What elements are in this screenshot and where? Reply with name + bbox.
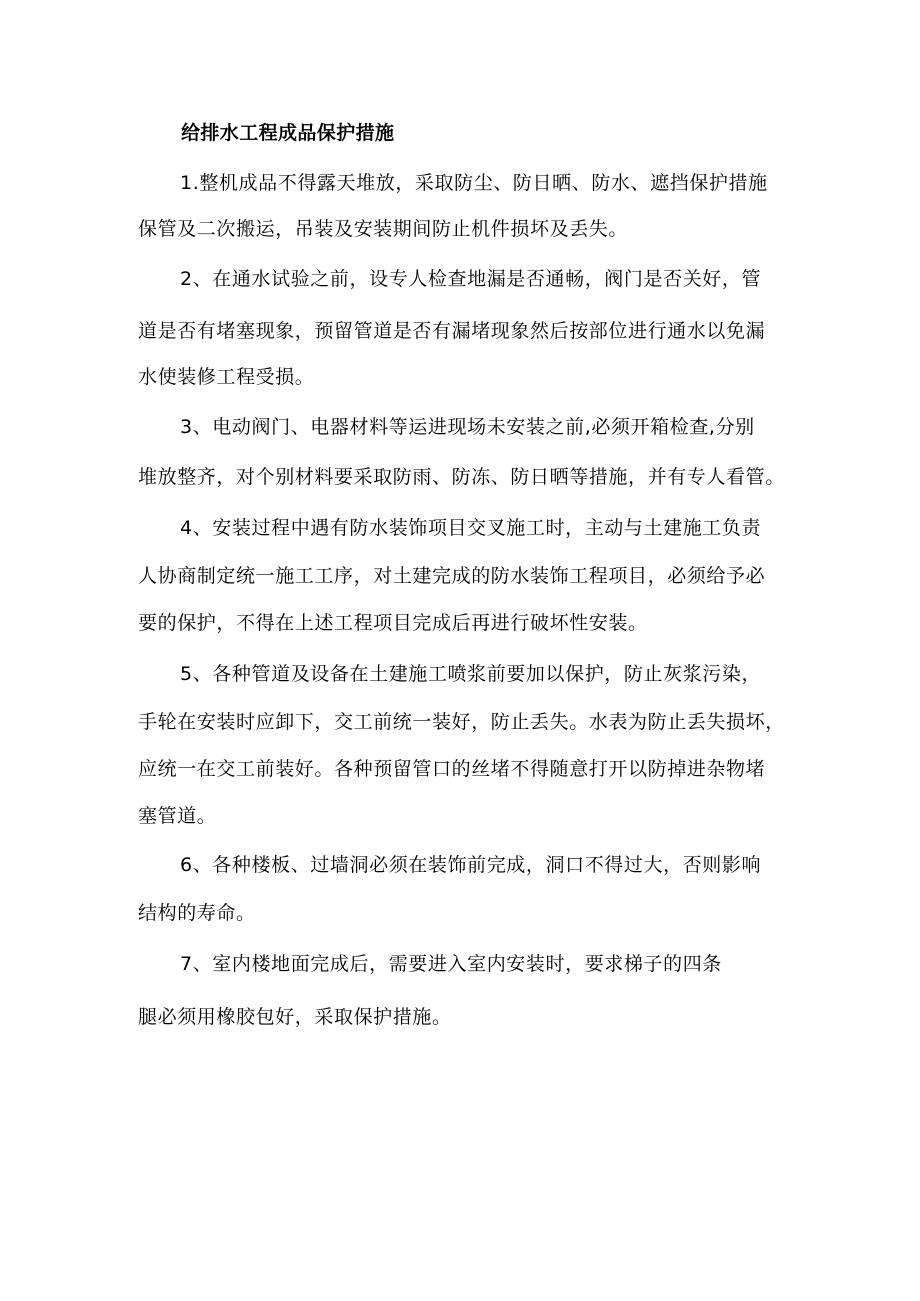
paragraph-2-line-3: 水使装修工程受损。 bbox=[138, 366, 315, 388]
paragraph-1-line-1: 1.整机成品不得露天堆放，采取防尘、防日晒、防水、遮挡保护措施 bbox=[180, 172, 768, 194]
paragraph-3-line-1: 3、电动阀门、电器材料等运进现场未安装之前,必须开箱检查,分别 bbox=[180, 416, 755, 438]
paragraph-5-line-1: 5、各种管道及设备在土建施工喷浆前要加以保护，防止灰浆污染， bbox=[180, 663, 762, 685]
paragraph-4-line-3: 要的保护，不得在上述工程项目完成后再进行破坏性安装。 bbox=[138, 612, 648, 634]
paragraph-2-line-2: 道是否有堵塞现象，预留管道是否有漏堵现象然后按部位进行通水以免漏 bbox=[138, 320, 766, 342]
paragraph-4-line-2: 人协商制定统一施工工序，对土建完成的防水装饰工程项目，必须给予必 bbox=[138, 565, 766, 587]
paragraph-4-line-1: 4、安装过程中遇有防水装饰项目交叉施工时，主动与土建施工负责 bbox=[180, 517, 762, 539]
paragraph-3-line-2: 堆放整齐，对个别材料要采取防雨、防冻、防日晒等措施，并有专人看管。 bbox=[138, 466, 785, 488]
paragraph-5-line-3: 应统一在交工前装好。各种预留管口的丝堵不得随意打开以防掉进杂物堵 bbox=[138, 758, 766, 780]
paragraph-6-line-1: 6、各种楼板、过墙洞必须在装饰前完成，洞口不得过大，否则影响 bbox=[180, 854, 762, 876]
paragraph-7-line-1: 7、室内楼地面完成后，需要进入室内安装时，要求梯子的四条 bbox=[180, 953, 722, 975]
paragraph-1-line-2: 保管及二次搬运，吊装及安装期间防止机件损坏及丢失。 bbox=[138, 218, 629, 240]
document-title: 给排水工程成品保护措施 bbox=[181, 122, 395, 144]
paragraph-5-line-2: 手轮在安装时应卸下，交工前统一装好，防止丢失。水表为防止丢失损坏， bbox=[138, 711, 785, 733]
paragraph-7-line-2: 腿必须用橡胶包好，采取保护措施。 bbox=[138, 1006, 452, 1028]
paragraph-5-line-4: 塞管道。 bbox=[138, 805, 217, 827]
paragraph-6-line-2: 结构的寿命。 bbox=[138, 902, 256, 924]
paragraph-2-line-1: 2、在通水试验之前，设专人检查地漏是否通畅，阀门是否关好，管 bbox=[180, 268, 762, 290]
